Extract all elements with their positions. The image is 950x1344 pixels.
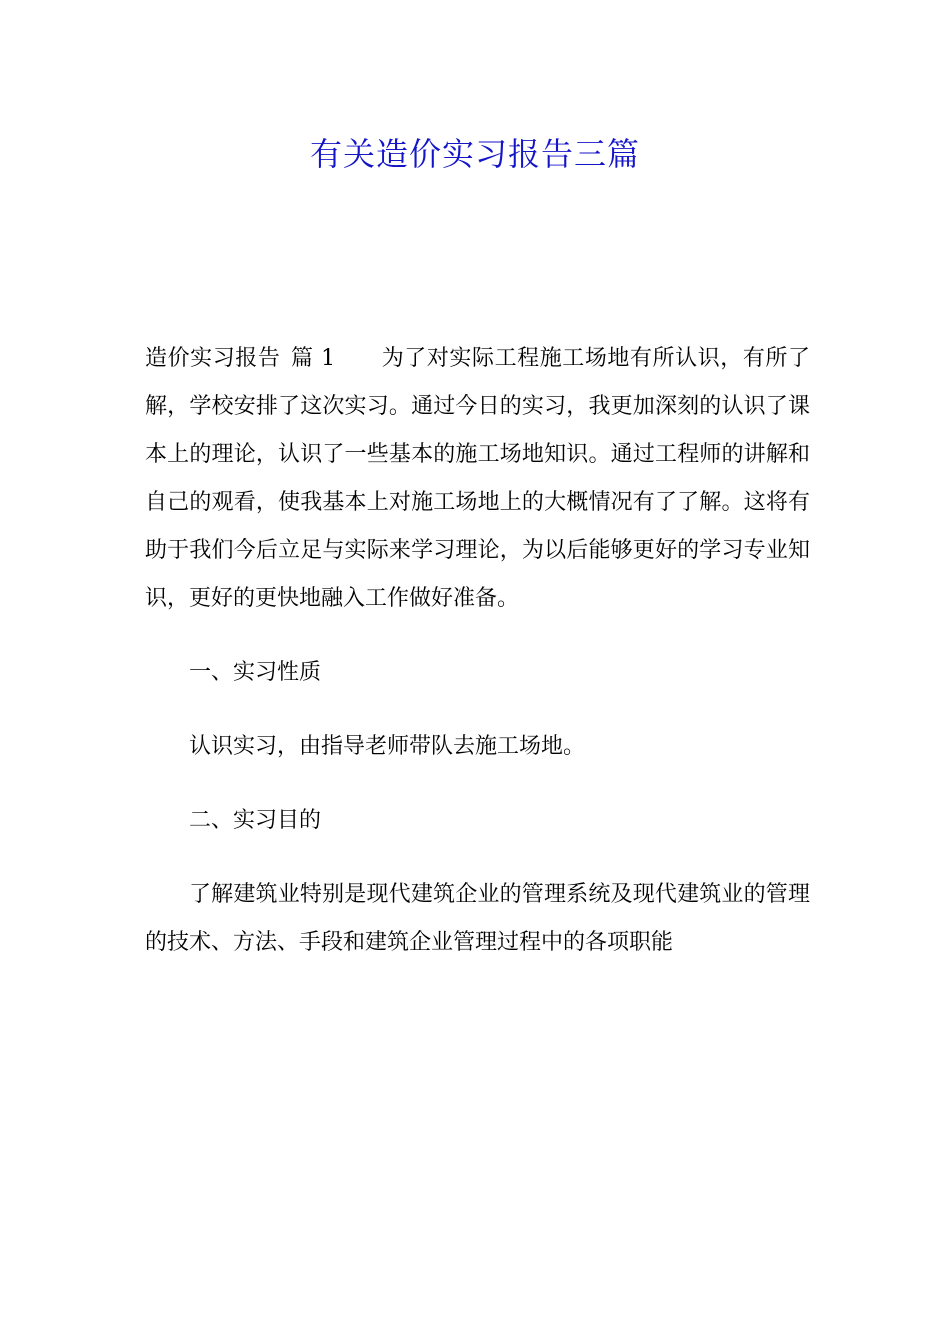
section2-heading: 二、实习目的 [189, 808, 322, 833]
intro-text: 为了对实际工程施工场地有所认识，有所了解，学校安排了这次实习。通过今日的实习，我更加深刻的认识了课本上的理论，认识了一些基本的施工场地知识。通过工程师的讲解和自己的观看，使我基本上对施工场地上的大概情况有了了解。这将有助于我们今后立足与实际来学习理论，为以后能够更好的学习专业知识，更好的更快地融入工作做好准备。 [145, 346, 810, 611]
intro-paragraph [145, 335, 810, 623]
document-title: 有关造价实习报告三篇 [309, 135, 640, 173]
document-body [145, 335, 810, 993]
section1-text: 认识实习，由指导老师带队去施工场地。 [189, 734, 586, 759]
section2-text: 了解建筑业特别是现代建筑企业的管理系统及现代建筑业的管理的技术、方法、手段和建筑企业管理过程中的各项职能 [145, 882, 810, 955]
intro-label: 篇 1 [290, 346, 336, 371]
intro-heading: 造价实习报告 [145, 346, 281, 371]
section1-heading: 一、实习性质 [189, 660, 322, 685]
